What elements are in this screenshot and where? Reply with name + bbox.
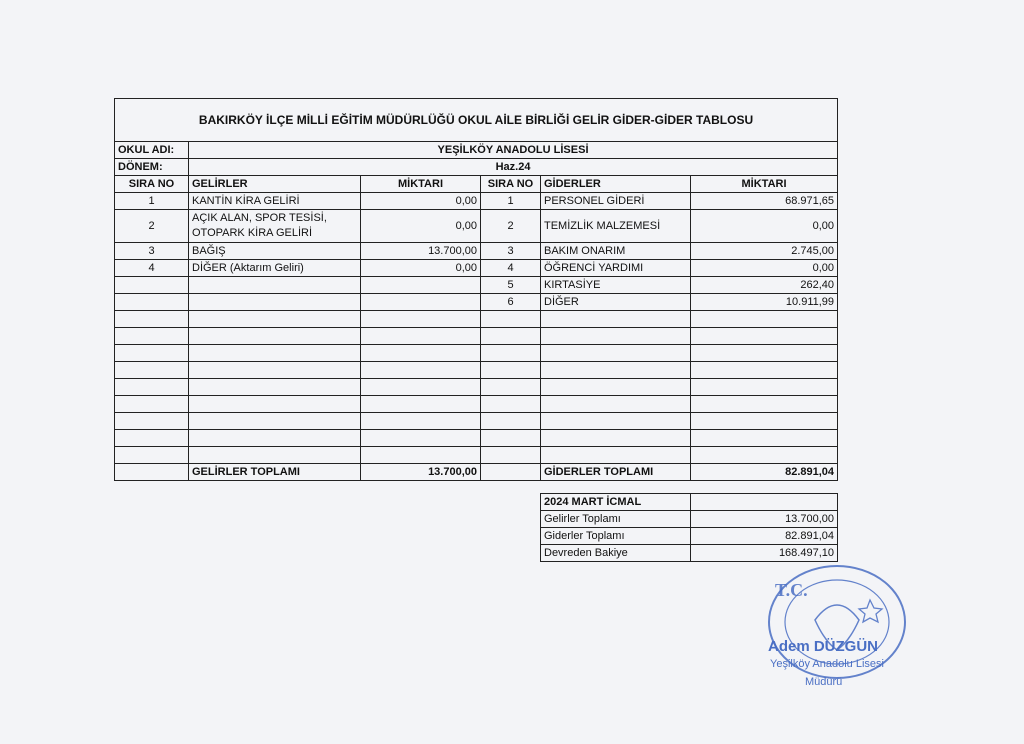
col-header-income: GELİRLER (189, 176, 361, 193)
expense-total-label: GİDERLER TOPLAMI (541, 464, 691, 481)
income-expense-table (114, 98, 838, 481)
period-value: Haz.24 (189, 159, 838, 176)
income-total-label: GELİRLER TOPLAMI (189, 464, 361, 481)
empty-row (115, 328, 838, 345)
header-row (115, 176, 838, 193)
summary-title: 2024 MART İCMAL (541, 494, 691, 511)
empty-row (115, 447, 838, 464)
income-no: 4 (115, 260, 189, 277)
income-amount: 13.700,00 (361, 243, 481, 260)
col-header-income-no: SIRA NO (115, 176, 189, 193)
signature-name: Adem DÜZGÜN (768, 638, 879, 655)
expense-no: 1 (481, 193, 541, 210)
empty-row (115, 396, 838, 413)
income-name: DİĞER (Aktarım Geliri) (189, 260, 361, 277)
col-header-expense: GİDERLER (541, 176, 691, 193)
expense-no: 6 (481, 294, 541, 311)
table-row (115, 210, 838, 243)
empty-row (115, 379, 838, 396)
empty-row (115, 311, 838, 328)
empty-row (115, 362, 838, 379)
summary-row (541, 511, 838, 528)
signature-school: Yeşilköy Anadolu Lisesi (770, 658, 884, 670)
document-title: BAKIRKÖY İLÇE MİLLİ EĞİTİM MÜDÜRLÜĞÜ OKUL AİLE BİRLİĞİ GELİR GİDER-GİDER TABLOSU (115, 99, 838, 142)
summary-value: 168.497,10 (691, 545, 838, 562)
expense-name: ÖĞRENCİ YARDIMI (541, 260, 691, 277)
col-header-expense-no: SIRA NO (481, 176, 541, 193)
expense-no: 2 (481, 210, 541, 243)
summary-table (540, 493, 838, 562)
table-row (115, 260, 838, 277)
summary-row (541, 528, 838, 545)
summary-label: Devreden Bakiye (541, 545, 691, 562)
expense-amount: 0,00 (691, 210, 838, 243)
expense-no: 4 (481, 260, 541, 277)
expense-amount: 68.971,65 (691, 193, 838, 210)
expense-total-value: 82.891,04 (691, 464, 838, 481)
school-name: YEŞİLKÖY ANADOLU LİSESİ (189, 142, 838, 159)
summary-row (541, 545, 838, 562)
expense-name: BAKIM ONARIM (541, 243, 691, 260)
table-row (115, 243, 838, 260)
income-amount: 0,00 (361, 210, 481, 243)
col-header-income-amount: MİKTARI (361, 176, 481, 193)
income-amount: 0,00 (361, 260, 481, 277)
summary-value: 13.700,00 (691, 511, 838, 528)
income-no: 3 (115, 243, 189, 260)
expense-name: DİĞER (541, 294, 691, 311)
expense-amount: 10.911,99 (691, 294, 838, 311)
summary-label: Gelirler Toplamı (541, 511, 691, 528)
expense-name: KIRTASİYE (541, 277, 691, 294)
income-name: AÇIK ALAN, SPOR TESİSİ, OTOPARK KİRA GELİRİ (189, 210, 361, 243)
totals-row (115, 464, 838, 481)
expense-amount: 2.745,00 (691, 243, 838, 260)
period-label: DÖNEM: (115, 159, 189, 176)
empty-row (115, 413, 838, 430)
income-total-value: 13.700,00 (361, 464, 481, 481)
expense-no: 3 (481, 243, 541, 260)
signature-title: Müdürü (805, 676, 843, 688)
table-row (115, 277, 838, 294)
income-no: 2 (115, 210, 189, 243)
expense-no: 5 (481, 277, 541, 294)
col-header-expense-amount: MİKTARI (691, 176, 838, 193)
expense-amount: 0,00 (691, 260, 838, 277)
income-no: 1 (115, 193, 189, 210)
income-amount: 0,00 (361, 193, 481, 210)
summary-label: Giderler Toplamı (541, 528, 691, 545)
expense-amount: 262,40 (691, 277, 838, 294)
table-row (115, 294, 838, 311)
expense-name: TEMİZLİK MALZEMESİ (541, 210, 691, 243)
expense-name: PERSONEL GİDERİ (541, 193, 691, 210)
summary-value: 82.891,04 (691, 528, 838, 545)
stamp-emblem: T.C. (775, 580, 808, 600)
income-name: KANTİN KİRA GELİRİ (189, 193, 361, 210)
income-name: BAĞIŞ (189, 243, 361, 260)
empty-row (115, 345, 838, 362)
table-row (115, 193, 838, 210)
empty-row (115, 430, 838, 447)
school-label: OKUL ADI: (115, 142, 189, 159)
